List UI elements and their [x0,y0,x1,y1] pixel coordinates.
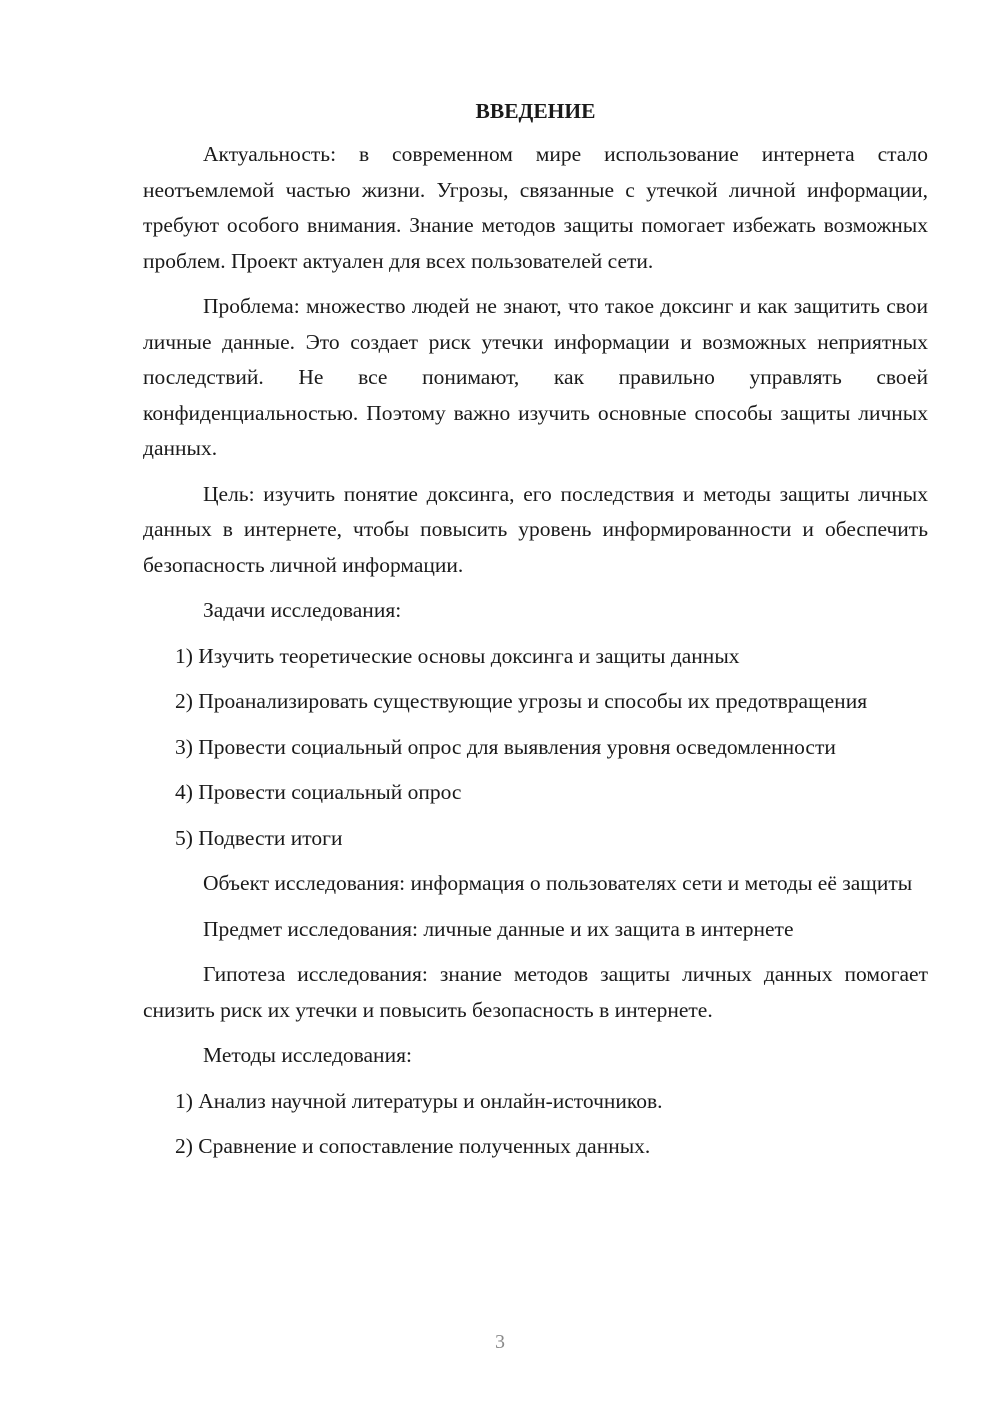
method-item-1: 1) Анализ научной литературы и онлайн-источников. [175,1088,663,1113]
task-item-3: 3) Провести социальный опрос для выявления уровня осведомленности [175,734,836,759]
page-number: 3 [495,1331,505,1353]
tasks-heading: Задачи исследования: [203,598,402,622]
paragraph-problem: Проблема: множество людей не знают, что такое доксинг и как защитить свои личные данные. Это создает риск утечки информации и возможных неприятных последствий. Не все понимают, как правильно управлять своей конфиденциальностью. Поэтому важно изучить основные способы защиты личных данных. [143,294,928,460]
paragraph-relevance: Актуальность: в современном мире использование интернета стало неотъемлемой частью жизни. Угрозы, связанные с утечкой личной информации, требуют особого внимания. Знание методов защиты помогает избежать возможных проблем. Проект актуален для всех пользователей сети. [143,142,928,273]
paragraph-subject: Предмет исследования: личные данные и их защита в интернете [203,916,794,941]
task-item-5: 5) Подвести итоги [175,825,343,850]
task-item-2: 2) Проанализировать существующие угрозы и способы их предотвращения [175,689,868,713]
paragraph-hypothesis: Гипотеза исследования: знание методов защиты личных данных помогает снизить риск их утечки и повысить безопасность в интернете. [143,962,928,1022]
methods-heading: Методы исследования: [203,1043,412,1067]
document-title: ВВЕДЕНИЕ [475,99,596,123]
task-item-1: 1) Изучить теоретические основы доксинга и защиты данных [175,643,740,668]
paragraph-object: Объект исследования: информация о пользователях сети и методы её защиты [203,871,913,895]
document-page [143,94,928,1175]
paragraph-goal: Цель: изучить понятие доксинга, его последствия и методы защиты личных данных в интернете, чтобы повысить уровень информированности и обеспечить безопасность личной информации. [143,481,928,577]
task-item-4: 4) Провести социальный опрос [175,780,462,804]
method-item-2: 2) Сравнение и сопоставление полученных данных. [175,1134,651,1158]
